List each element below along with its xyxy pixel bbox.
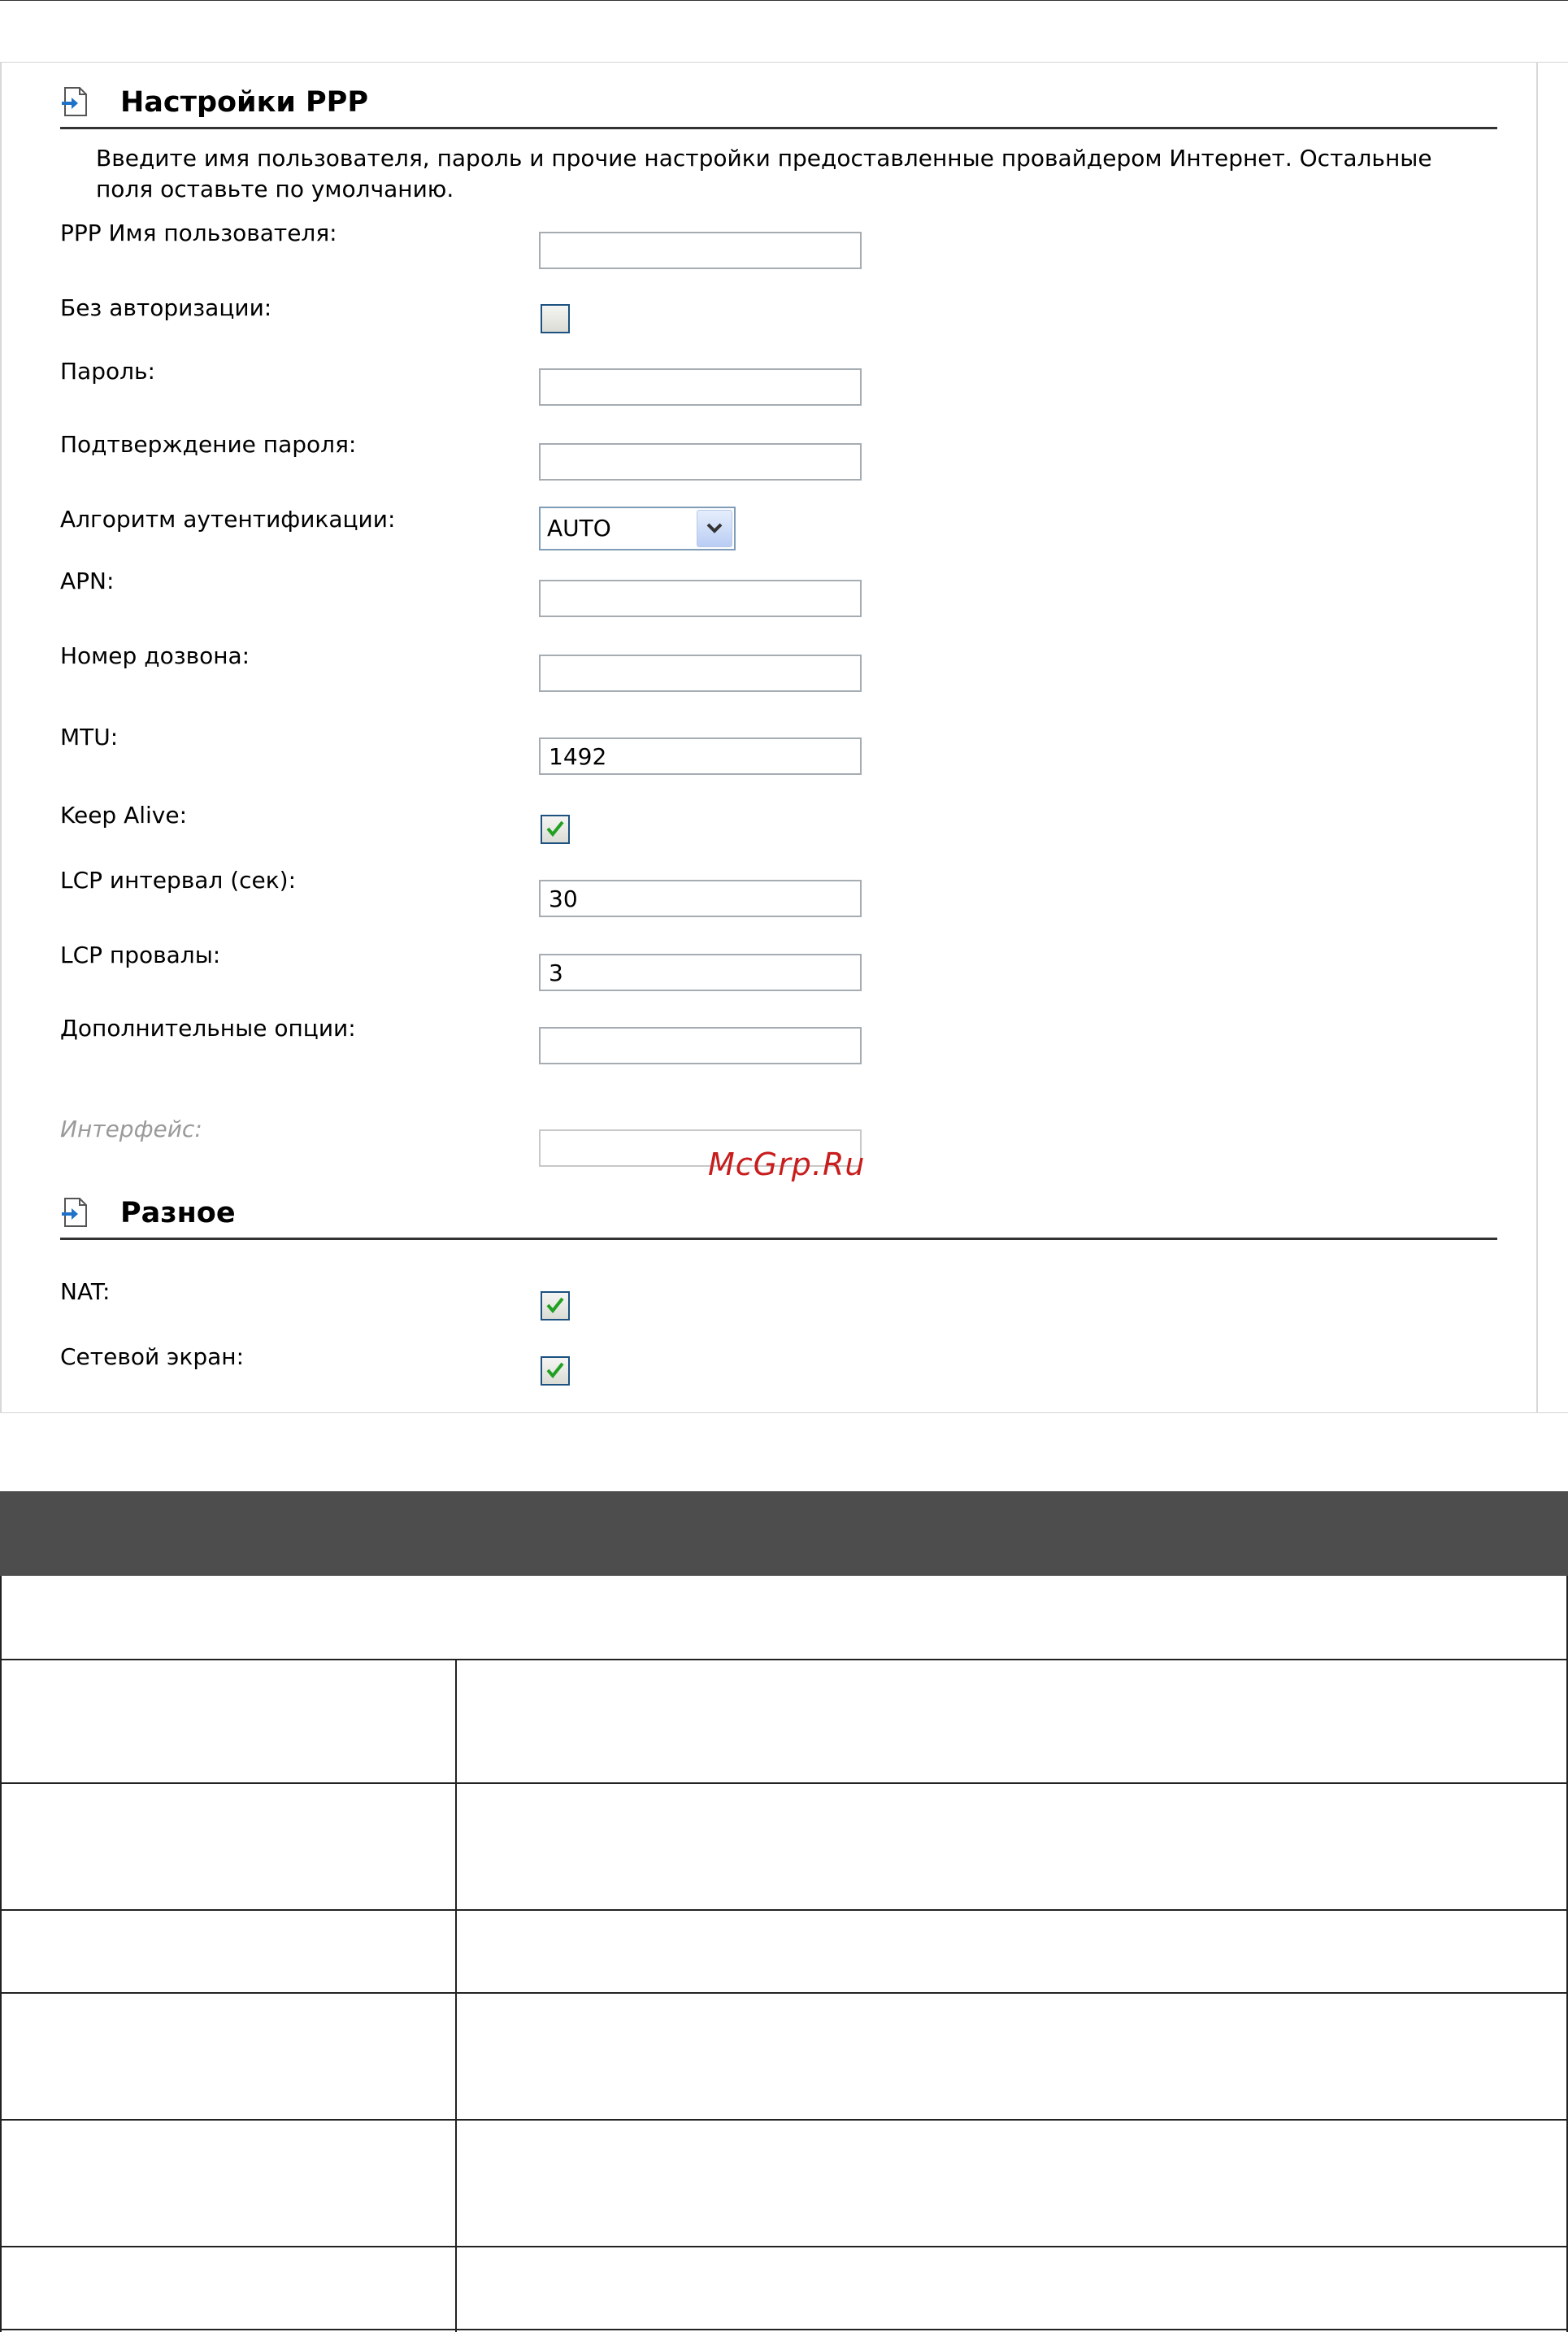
table-column-divider bbox=[455, 1659, 457, 2332]
auth-algorithm-select[interactable] bbox=[539, 507, 736, 550]
frame-right-border bbox=[1536, 62, 1538, 1413]
username-label: PPP Имя пользователя: bbox=[60, 220, 337, 246]
table-row-divider bbox=[0, 1909, 1568, 1911]
table-row-divider bbox=[0, 1659, 1568, 1660]
lcp-failures-label: LCP провалы: bbox=[60, 942, 221, 968]
top-divider bbox=[0, 0, 1568, 1]
keep-alive-checkbox[interactable] bbox=[541, 815, 570, 844]
password-confirm-label: Подтверждение пароля: bbox=[60, 431, 357, 458]
mtu-input[interactable] bbox=[539, 737, 862, 775]
frame-left-border bbox=[0, 62, 2, 1413]
firewall-checkbox[interactable] bbox=[541, 1356, 570, 1386]
apn-input[interactable] bbox=[539, 580, 862, 617]
no-auth-checkbox[interactable] bbox=[541, 304, 570, 333]
lcp-interval-input[interactable] bbox=[539, 880, 862, 917]
table-row-divider bbox=[0, 1782, 1568, 1784]
extra-options-input[interactable] bbox=[539, 1027, 862, 1064]
lcp-failures-input[interactable] bbox=[539, 954, 862, 991]
parameters-table bbox=[0, 1576, 1568, 2332]
watermark: McGrp.Ru bbox=[708, 1146, 866, 1182]
password-label: Пароль: bbox=[60, 358, 155, 385]
username-input[interactable] bbox=[539, 232, 862, 269]
ppp-intro-text: Введите имя пользователя, пароль и прочие настройки предоставленные провайдером Интернет. Остальные поля оставьте по умолчанию. bbox=[96, 145, 1432, 202]
ppp-section-title: Настройки PPP bbox=[120, 86, 368, 119]
chevron-down-icon bbox=[706, 520, 723, 537]
misc-section-rule bbox=[60, 1238, 1497, 1240]
table-header-band bbox=[0, 1491, 1568, 1576]
ppp-section-rule bbox=[60, 127, 1497, 129]
nat-label: NAT: bbox=[60, 1278, 111, 1305]
document-arrow-icon bbox=[60, 86, 88, 117]
check-icon bbox=[545, 1360, 566, 1381]
extra-options-label: Дополнительные опции: bbox=[60, 1015, 356, 1042]
nat-checkbox[interactable] bbox=[541, 1291, 570, 1320]
dial-number-input[interactable] bbox=[539, 655, 862, 692]
no-auth-label: Без авторизации: bbox=[60, 294, 272, 321]
password-confirm-input[interactable] bbox=[539, 443, 862, 481]
table-left-border bbox=[0, 1576, 2, 2332]
firewall-label: Сетевой экран: bbox=[60, 1343, 244, 1370]
table-row-divider bbox=[0, 2119, 1568, 2121]
check-icon bbox=[545, 818, 566, 839]
document-arrow-icon bbox=[60, 1197, 88, 1228]
auth-algorithm-label: Алгоритм аутентификации: bbox=[60, 506, 396, 533]
table-row-divider bbox=[0, 1992, 1568, 1994]
table-row-divider bbox=[0, 2246, 1568, 2247]
check-icon bbox=[545, 1294, 566, 1316]
keep-alive-label: Keep Alive: bbox=[60, 802, 188, 829]
interface-label: Интерфейс: bbox=[60, 1116, 202, 1142]
mtu-label: MTU: bbox=[60, 724, 119, 751]
auth-algorithm-value: AUTO bbox=[547, 515, 611, 542]
dial-number-label: Номер дозвона: bbox=[60, 642, 250, 669]
apn-label: APN: bbox=[60, 568, 115, 594]
lcp-interval-label: LCP интервал (сек): bbox=[60, 867, 297, 894]
dropdown-arrow-button[interactable] bbox=[697, 510, 732, 547]
table-bottom-border bbox=[0, 2329, 1568, 2330]
misc-section-title: Разное bbox=[120, 1197, 236, 1229]
password-input[interactable] bbox=[539, 368, 862, 406]
